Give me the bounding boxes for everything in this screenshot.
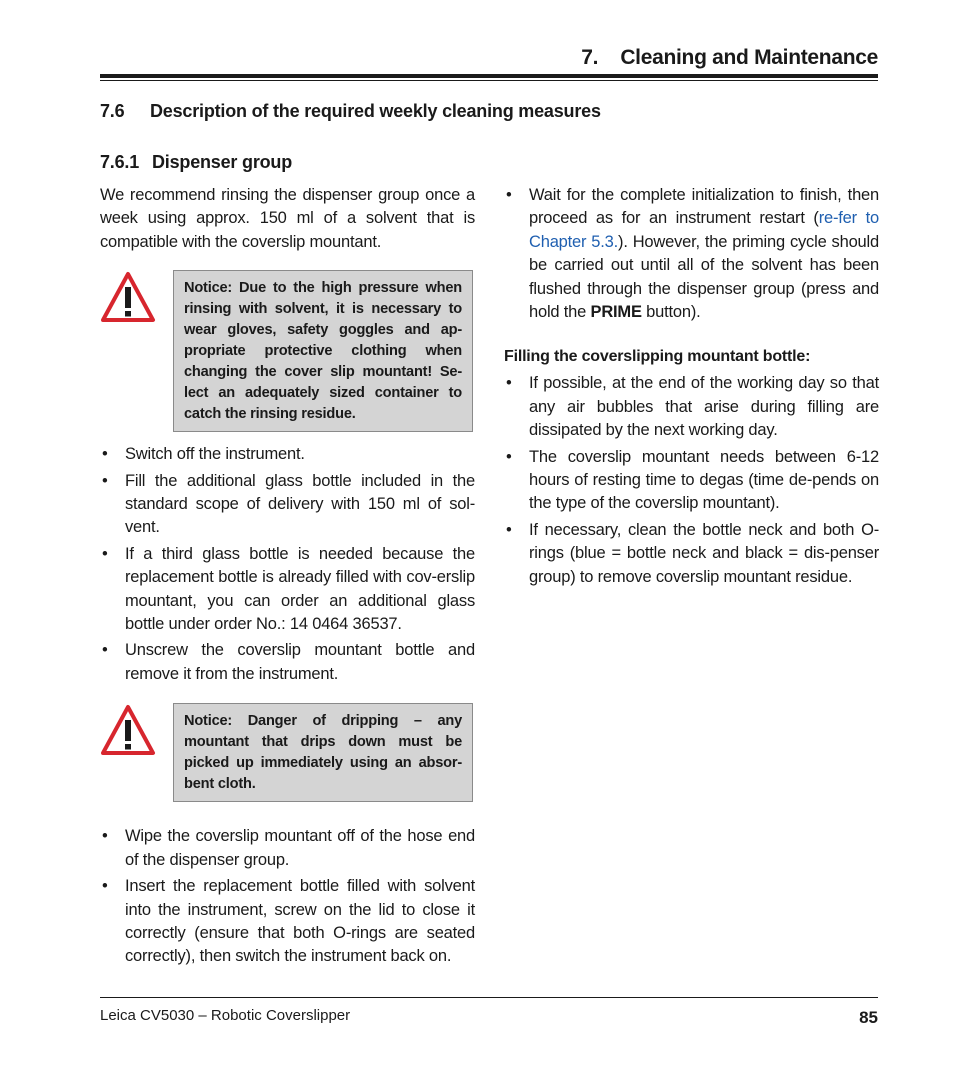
warning-triangle-icon bbox=[100, 704, 156, 756]
filling-heading: Filling the coverslipping mountant bottle: bbox=[504, 348, 811, 366]
notice-text-dripping: Notice: Danger of dripping – any mountant that drips down must be picked up immediately using an absor-bent cloth. bbox=[184, 713, 462, 793]
section-number: 7.6 bbox=[100, 101, 125, 121]
header-rule-thin bbox=[100, 80, 878, 81]
bullet-list-restart bbox=[504, 184, 879, 324]
notice-box-pressure bbox=[173, 270, 473, 432]
wait-text-end: button). bbox=[641, 303, 701, 322]
list-item-wait bbox=[504, 184, 879, 324]
bullet-list-rinsing bbox=[100, 825, 475, 968]
footer-rule bbox=[100, 997, 878, 998]
list-item: • Fill the additional glass bottle included in the standard scope of delivery with 150 ml of sol-vent. bbox=[100, 470, 475, 540]
page-number: 85 bbox=[859, 1008, 878, 1027]
notice-block-pressure bbox=[100, 270, 475, 433]
wait-text-middle: ). However, the priming cycle should be carried out until all of the solvent has been flushed through the dispenser group (press and hold the bbox=[529, 232, 879, 322]
chapter-5-3-link[interactable]: re-fer to Chapter 5.3. bbox=[529, 209, 879, 251]
wait-text-start: Wait for the complete initialization to finish, then proceed as for an instrument restart ( bbox=[529, 186, 879, 228]
list-item: • Wipe the coverslip mountant off of the hose end of the dispenser group. bbox=[100, 825, 475, 872]
section-title: Description of the required weekly cleaning measures bbox=[150, 101, 601, 121]
warning-triangle-icon bbox=[100, 271, 156, 323]
section-heading bbox=[100, 101, 601, 122]
list-item: • If necessary, clean the bottle neck and both O-rings (blue = bottle neck and black = dis-penser group) to remove coverslip mountant residue. bbox=[504, 519, 879, 589]
intro-paragraph: We recommend rinsing the dispenser group once a week using approx. 150 ml of a solvent that is compatible with the coverslip mountant. bbox=[100, 186, 475, 251]
subsection-title: Dispenser group bbox=[152, 152, 293, 172]
header-rule-thick bbox=[100, 74, 878, 78]
prime-button-name: PRIME bbox=[590, 303, 642, 322]
footer-product-name: Leica CV5030 – Robotic Coverslipper bbox=[100, 1007, 351, 1024]
chapter-title: 7. Cleaning and Maintenance bbox=[581, 46, 878, 69]
subsection-heading bbox=[100, 152, 292, 173]
notice-block-dripping bbox=[100, 703, 475, 803]
subsection-number: 7.6.1 bbox=[100, 152, 140, 172]
list-item: • Switch off the instrument. bbox=[100, 443, 475, 466]
bullet-list-preparation bbox=[100, 443, 475, 686]
list-item: • If a third glass bottle is needed because the replacement bottle is already filled with cov-erslip mountant, you can order an additional glass bottle under order No.: 14 0464 36537. bbox=[100, 543, 475, 637]
bullet-list-filling bbox=[504, 372, 879, 589]
right-column bbox=[504, 184, 879, 592]
list-item: • The coverslip mountant needs between 6-12 hours of resting time to degas (time de-pends on the type of the coverslip mountant). bbox=[504, 446, 879, 516]
left-column bbox=[100, 184, 475, 972]
list-item: • Insert the replacement bottle filled with solvent into the instrument, screw on the lid to close it correctly (ensure that both O-rings are seated correctly), then switch the instrument back on. bbox=[100, 875, 475, 969]
notice-box-dripping bbox=[173, 703, 473, 802]
notice-text-pressure: Notice: Due to the high pressure when rinsing with solvent, it is necessary to wear gloves, safety goggles and ap-propriate protective clothing when changing the cover slip mountant! Se-lect an adequately sized container to catch the rinsing residue. bbox=[184, 280, 462, 423]
list-item: • If possible, at the end of the working day so that any air bubbles that arise during filling are dissipated by the next working day. bbox=[504, 372, 879, 442]
list-item: • Unscrew the coverslip mountant bottle and remove it from the instrument. bbox=[100, 639, 475, 686]
